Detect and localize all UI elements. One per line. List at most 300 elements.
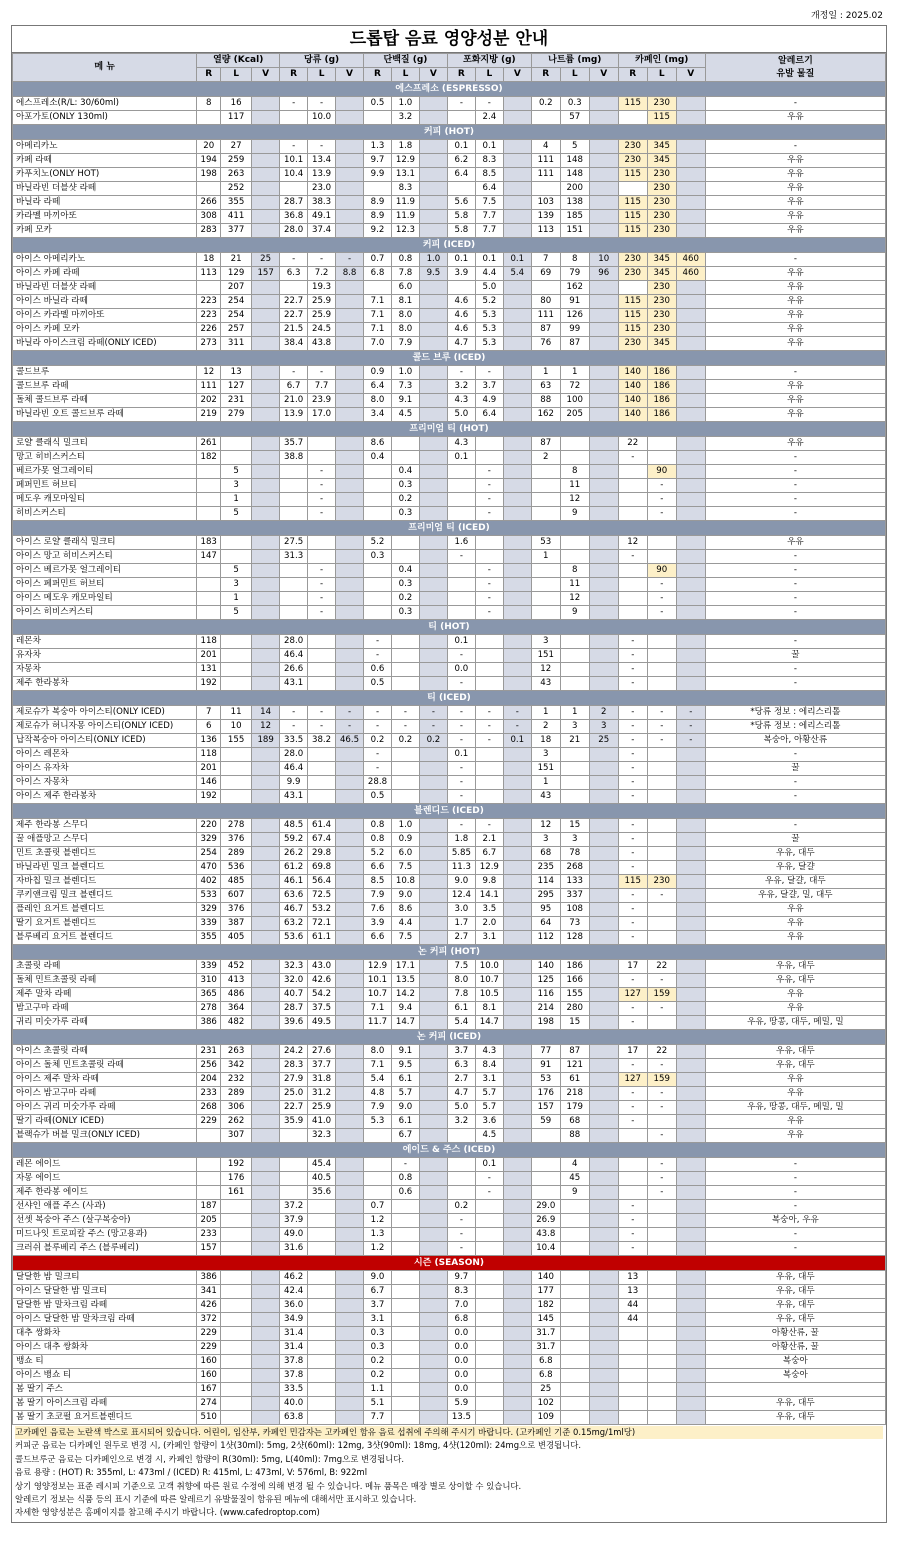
value-cell: [419, 1383, 447, 1397]
value-cell: [676, 1129, 705, 1143]
value-cell: [419, 1285, 447, 1299]
menu-name: 콜드브루 라떼: [13, 380, 197, 394]
value-cell: 22.7: [280, 295, 308, 309]
value-cell: [676, 479, 705, 493]
value-cell: -: [475, 97, 503, 111]
menu-name: 뱅쇼 티: [13, 1355, 197, 1369]
table-row: [13, 536, 886, 550]
value-cell: -: [618, 451, 647, 465]
value-cell: [589, 1172, 618, 1186]
value-cell: [503, 663, 531, 677]
value-cell: 235: [531, 861, 560, 875]
value-cell: 295: [531, 889, 560, 903]
size-label-v: V: [503, 68, 531, 82]
value-cell: [647, 550, 676, 564]
value-cell: 43.8: [308, 337, 336, 351]
value-cell: 24.5: [308, 323, 336, 337]
value-cell: 1.0: [419, 253, 447, 267]
value-cell: [336, 281, 364, 295]
menu-name: 귀리 미숫가루 라떼: [13, 1016, 197, 1030]
value-cell: [197, 281, 221, 295]
value-cell: 3: [560, 833, 589, 847]
value-cell: [618, 111, 647, 125]
allergy-cell: -: [705, 465, 885, 479]
table-row: [13, 253, 886, 267]
value-cell: 117: [221, 111, 252, 125]
value-cell: [676, 437, 705, 451]
value-cell: 11: [221, 706, 252, 720]
value-cell: -: [618, 889, 647, 903]
value-cell: [560, 1355, 589, 1369]
value-cell: 87: [560, 337, 589, 351]
revision-date: 개정일 : 2025.02: [810, 11, 883, 21]
value-cell: [252, 847, 280, 861]
value-cell: 0.0: [447, 663, 475, 677]
value-cell: [197, 1172, 221, 1186]
value-cell: 59: [531, 1115, 560, 1129]
value-cell: [589, 776, 618, 790]
menu-name: 카페 라떼: [13, 154, 197, 168]
value-cell: 8.3: [391, 182, 419, 196]
size-label-l: L: [475, 68, 503, 82]
value-cell: -: [364, 762, 392, 776]
value-cell: [447, 281, 475, 295]
value-cell: 6.3: [280, 267, 308, 281]
value-cell: [221, 663, 252, 677]
value-cell: [503, 154, 531, 168]
value-cell: [308, 1355, 336, 1369]
value-cell: [419, 323, 447, 337]
value-cell: [560, 1313, 589, 1327]
section-title: 티 (HOT): [13, 620, 886, 635]
allergy-cell: 우유, 대두: [705, 1299, 885, 1313]
table-row: [13, 281, 886, 295]
value-cell: 13.5: [391, 974, 419, 988]
value-cell: 485: [221, 875, 252, 889]
value-cell: [252, 790, 280, 804]
value-cell: 103: [531, 196, 560, 210]
value-cell: [647, 1313, 676, 1327]
value-cell: [336, 592, 364, 606]
value-cell: 4.3: [475, 1045, 503, 1059]
value-cell: 9: [560, 606, 589, 620]
value-cell: 11.9: [391, 210, 419, 224]
allergy-cell: 우유, 땅콩, 대두, 메밀, 밀: [705, 1016, 885, 1030]
value-cell: 43.1: [280, 677, 308, 691]
allergy-cell: -: [705, 479, 885, 493]
allergy-cell: 우유, 대두: [705, 974, 885, 988]
menu-name: 바닐라빈 밀크 블렌디드: [13, 861, 197, 875]
value-cell: 192: [197, 790, 221, 804]
value-cell: [391, 1313, 419, 1327]
value-cell: [589, 1327, 618, 1341]
value-cell: [589, 974, 618, 988]
value-cell: 9.2: [364, 224, 392, 238]
value-cell: 3: [531, 635, 560, 649]
value-cell: 3.7: [475, 380, 503, 394]
value-cell: 218: [560, 1087, 589, 1101]
value-cell: 0.3: [364, 1327, 392, 1341]
value-cell: [419, 140, 447, 154]
value-cell: [676, 493, 705, 507]
table-row: [13, 635, 886, 649]
value-cell: [419, 776, 447, 790]
value-cell: [676, 931, 705, 945]
value-cell: [419, 337, 447, 351]
value-cell: [252, 507, 280, 521]
value-cell: 53.6: [280, 931, 308, 945]
value-cell: [336, 1186, 364, 1200]
value-cell: 2: [531, 720, 560, 734]
value-cell: 9.0: [364, 1271, 392, 1285]
value-cell: 140: [618, 380, 647, 394]
note-line: 커피군 음료는 디카페인 원두로 변경 시, (카페인 함량이 1샷(30ml): 5mg, 2샷(60ml): 12mg, 3샷(90ml): 18mg, 4샷(120ml): 24mg으로 변경됩니다.: [15, 1440, 581, 1451]
value-cell: 202: [197, 394, 221, 408]
value-cell: 6: [197, 720, 221, 734]
value-cell: [197, 606, 221, 620]
value-cell: [676, 394, 705, 408]
value-cell: [308, 1411, 336, 1425]
value-cell: [447, 606, 475, 620]
value-cell: 14.1: [475, 889, 503, 903]
value-cell: [336, 380, 364, 394]
value-cell: [419, 917, 447, 931]
value-cell: [503, 437, 531, 451]
allergy-cell: 우유: [705, 437, 885, 451]
value-cell: [447, 465, 475, 479]
value-cell: 7.7: [364, 1411, 392, 1425]
table-row: [13, 917, 886, 931]
value-cell: 113: [197, 267, 221, 281]
allergy-cell: [705, 1383, 885, 1397]
value-cell: -: [647, 1002, 676, 1016]
value-cell: [336, 1158, 364, 1172]
caffeine-header: 카페인 (mg): [618, 54, 705, 68]
value-cell: [589, 1214, 618, 1228]
value-cell: -: [647, 1129, 676, 1143]
value-cell: -: [503, 706, 531, 720]
value-cell: 3.1: [475, 931, 503, 945]
value-cell: 115: [618, 210, 647, 224]
value-cell: 23.9: [308, 394, 336, 408]
value-cell: [221, 550, 252, 564]
value-cell: [336, 762, 364, 776]
value-cell: -: [308, 253, 336, 267]
value-cell: 254: [197, 847, 221, 861]
value-cell: 8.0: [364, 1045, 392, 1059]
value-cell: [503, 875, 531, 889]
value-cell: [336, 1369, 364, 1383]
menu-name: 카라멜 마끼아또: [13, 210, 197, 224]
value-cell: [503, 861, 531, 875]
value-cell: [419, 606, 447, 620]
menu-name: 페퍼민트 허브티: [13, 479, 197, 493]
value-cell: [503, 1313, 531, 1327]
value-cell: [308, 1397, 336, 1411]
value-cell: [589, 210, 618, 224]
value-cell: 115: [618, 224, 647, 238]
value-cell: 254: [221, 295, 252, 309]
value-cell: [419, 154, 447, 168]
value-cell: 214: [531, 1002, 560, 1016]
allergy-cell: -: [705, 507, 885, 521]
menu-name: 아이스 카라멜 마끼아또: [13, 309, 197, 323]
value-cell: [221, 1214, 252, 1228]
value-cell: [589, 182, 618, 196]
value-cell: 329: [197, 833, 221, 847]
value-cell: 0.1: [447, 253, 475, 267]
value-cell: 6.8: [531, 1369, 560, 1383]
value-cell: [676, 833, 705, 847]
value-cell: 179: [560, 1101, 589, 1115]
value-cell: 27.5: [280, 536, 308, 550]
menu-name: 유자차: [13, 649, 197, 663]
value-cell: 486: [221, 988, 252, 1002]
value-cell: [503, 394, 531, 408]
value-cell: 5.9: [447, 1397, 475, 1411]
value-cell: 8.5: [475, 168, 503, 182]
value-cell: [503, 111, 531, 125]
value-cell: [197, 1186, 221, 1200]
value-cell: [589, 1369, 618, 1383]
section-header: [13, 691, 886, 706]
value-cell: -: [618, 1059, 647, 1073]
value-cell: 43.8: [531, 1228, 560, 1242]
value-cell: [589, 1158, 618, 1172]
value-cell: -: [308, 493, 336, 507]
value-cell: 470: [197, 861, 221, 875]
value-cell: 1: [531, 706, 560, 720]
value-cell: [252, 875, 280, 889]
value-cell: -: [647, 706, 676, 720]
value-cell: [503, 281, 531, 295]
value-cell: [475, 748, 503, 762]
value-cell: [589, 875, 618, 889]
value-cell: -: [647, 1101, 676, 1115]
value-cell: -: [419, 720, 447, 734]
value-cell: 112: [531, 931, 560, 945]
size-label-r: R: [618, 68, 647, 82]
value-cell: 121: [560, 1059, 589, 1073]
value-cell: 223: [197, 295, 221, 309]
value-cell: 1: [560, 366, 589, 380]
value-cell: 22: [647, 1045, 676, 1059]
value-cell: [647, 1016, 676, 1030]
menu-name: 제주 말차 라떼: [13, 988, 197, 1002]
table-row: [13, 196, 886, 210]
value-cell: 7.9: [391, 337, 419, 351]
value-cell: 111: [197, 380, 221, 394]
menu-name: 아포가토(ONLY 130ml): [13, 111, 197, 125]
table-row: [13, 762, 886, 776]
value-cell: 64: [531, 917, 560, 931]
value-cell: [676, 281, 705, 295]
value-cell: [364, 1186, 392, 1200]
value-cell: -: [618, 931, 647, 945]
value-cell: -: [364, 649, 392, 663]
value-cell: -: [447, 1228, 475, 1242]
value-cell: 7.6: [364, 903, 392, 917]
value-cell: 0.8: [364, 819, 392, 833]
value-cell: [503, 140, 531, 154]
value-cell: [336, 1355, 364, 1369]
value-cell: [560, 1341, 589, 1355]
value-cell: 6.7: [364, 1285, 392, 1299]
value-cell: [560, 1411, 589, 1425]
value-cell: 0.3: [391, 479, 419, 493]
value-cell: [618, 1355, 647, 1369]
menu-name: 아이스 제주 말차 라떼: [13, 1073, 197, 1087]
value-cell: 42.6: [308, 974, 336, 988]
value-cell: [589, 224, 618, 238]
value-cell: 0.1: [475, 253, 503, 267]
value-cell: -: [447, 366, 475, 380]
value-cell: [560, 1327, 589, 1341]
value-cell: 1.7: [447, 917, 475, 931]
value-cell: [589, 154, 618, 168]
value-cell: [419, 380, 447, 394]
value-cell: [391, 677, 419, 691]
menu-name: 아이스 귀리 미숫가루 라떼: [13, 1101, 197, 1115]
menu-name: 바닐라빈 더블샷 라떼: [13, 281, 197, 295]
value-cell: [676, 748, 705, 762]
value-cell: [447, 1129, 475, 1143]
value-cell: [419, 931, 447, 945]
value-cell: 3.2: [391, 111, 419, 125]
allergy-cell: -: [705, 1228, 885, 1242]
value-cell: 125: [531, 974, 560, 988]
value-cell: 37.8: [280, 1369, 308, 1383]
value-cell: 274: [197, 1397, 221, 1411]
menu-name: 아이스 밤고구마 라떼: [13, 1087, 197, 1101]
value-cell: [308, 1369, 336, 1383]
value-cell: [618, 493, 647, 507]
table-row: [13, 507, 886, 521]
value-cell: [589, 479, 618, 493]
value-cell: -: [676, 706, 705, 720]
value-cell: 13.5: [447, 1411, 475, 1425]
value-cell: 289: [221, 847, 252, 861]
value-cell: 1.1: [364, 1383, 392, 1397]
value-cell: 32.3: [280, 960, 308, 974]
value-cell: 5.7: [475, 1101, 503, 1115]
value-cell: [618, 606, 647, 620]
value-cell: [419, 1045, 447, 1059]
value-cell: [221, 437, 252, 451]
value-cell: 0.3: [364, 550, 392, 564]
value-cell: [647, 635, 676, 649]
value-cell: 69: [531, 267, 560, 281]
value-cell: 40.5: [308, 1172, 336, 1186]
value-cell: -: [618, 1214, 647, 1228]
value-cell: [336, 536, 364, 550]
value-cell: 3.7: [364, 1299, 392, 1313]
menu-name: 아이스 달달한 밤 말차크림 라떼: [13, 1313, 197, 1327]
value-cell: [419, 224, 447, 238]
section-title: 커피 (ICED): [13, 238, 886, 253]
table-row: [13, 974, 886, 988]
value-cell: 9.9: [364, 168, 392, 182]
value-cell: [676, 465, 705, 479]
value-cell: [676, 1158, 705, 1172]
note-line: 음료 용량 : (HOT) R: 355ml, L: 473ml / (ICED) R: 415ml, L: 473ml, V: 576ml, B: 922ml: [15, 1467, 368, 1478]
value-cell: -: [391, 1158, 419, 1172]
value-cell: 160: [197, 1355, 221, 1369]
value-cell: 194: [197, 154, 221, 168]
value-cell: [336, 1115, 364, 1129]
value-cell: 68: [560, 1115, 589, 1129]
value-cell: 9.7: [447, 1271, 475, 1285]
allergy-cell: 우유: [705, 168, 885, 182]
value-cell: 12.4: [447, 889, 475, 903]
value-cell: 7.5: [391, 931, 419, 945]
value-cell: 5.4: [447, 1016, 475, 1030]
value-cell: 376: [221, 903, 252, 917]
table-row: [13, 1129, 886, 1143]
table-row: [13, 1228, 886, 1242]
value-cell: 116: [531, 988, 560, 1002]
value-cell: [308, 1285, 336, 1299]
value-cell: [560, 1228, 589, 1242]
allergy-cell: 우유, 대두: [705, 960, 885, 974]
value-cell: 23.0: [308, 182, 336, 196]
value-cell: [197, 111, 221, 125]
value-cell: -: [618, 677, 647, 691]
value-cell: [391, 1285, 419, 1299]
value-cell: [252, 1002, 280, 1016]
value-cell: [676, 1369, 705, 1383]
value-cell: [336, 861, 364, 875]
value-cell: -: [676, 734, 705, 748]
value-cell: 18: [197, 253, 221, 267]
table-row: [13, 309, 886, 323]
value-cell: 12: [197, 366, 221, 380]
value-cell: [618, 1186, 647, 1200]
value-cell: 452: [221, 960, 252, 974]
value-cell: 43.1: [280, 790, 308, 804]
table-row: [13, 1186, 886, 1200]
menu-name: 봄 딸기 초코펄 요거트블렌디드: [13, 1411, 197, 1425]
value-cell: [336, 437, 364, 451]
value-cell: [647, 833, 676, 847]
value-cell: 0.8: [391, 253, 419, 267]
value-cell: [503, 776, 531, 790]
value-cell: 21.5: [280, 323, 308, 337]
value-cell: [308, 677, 336, 691]
value-cell: 155: [221, 734, 252, 748]
value-cell: 3.4: [364, 408, 392, 422]
section-title: 블렌디드 (ICED): [13, 804, 886, 819]
value-cell: [308, 1214, 336, 1228]
value-cell: 28.3: [280, 1059, 308, 1073]
value-cell: [589, 1186, 618, 1200]
value-cell: 4.6: [447, 295, 475, 309]
value-cell: [336, 847, 364, 861]
value-cell: 230: [618, 253, 647, 267]
value-cell: [447, 182, 475, 196]
value-cell: [280, 606, 308, 620]
value-cell: [503, 1172, 531, 1186]
value-cell: 7.9: [364, 1101, 392, 1115]
value-cell: [676, 550, 705, 564]
value-cell: 405: [221, 931, 252, 945]
menu-name: 봄 딸기 아이스크림 라떼: [13, 1397, 197, 1411]
value-cell: [503, 917, 531, 931]
value-cell: [221, 1313, 252, 1327]
value-cell: 7.5: [475, 196, 503, 210]
table-row: [13, 790, 886, 804]
value-cell: [336, 974, 364, 988]
